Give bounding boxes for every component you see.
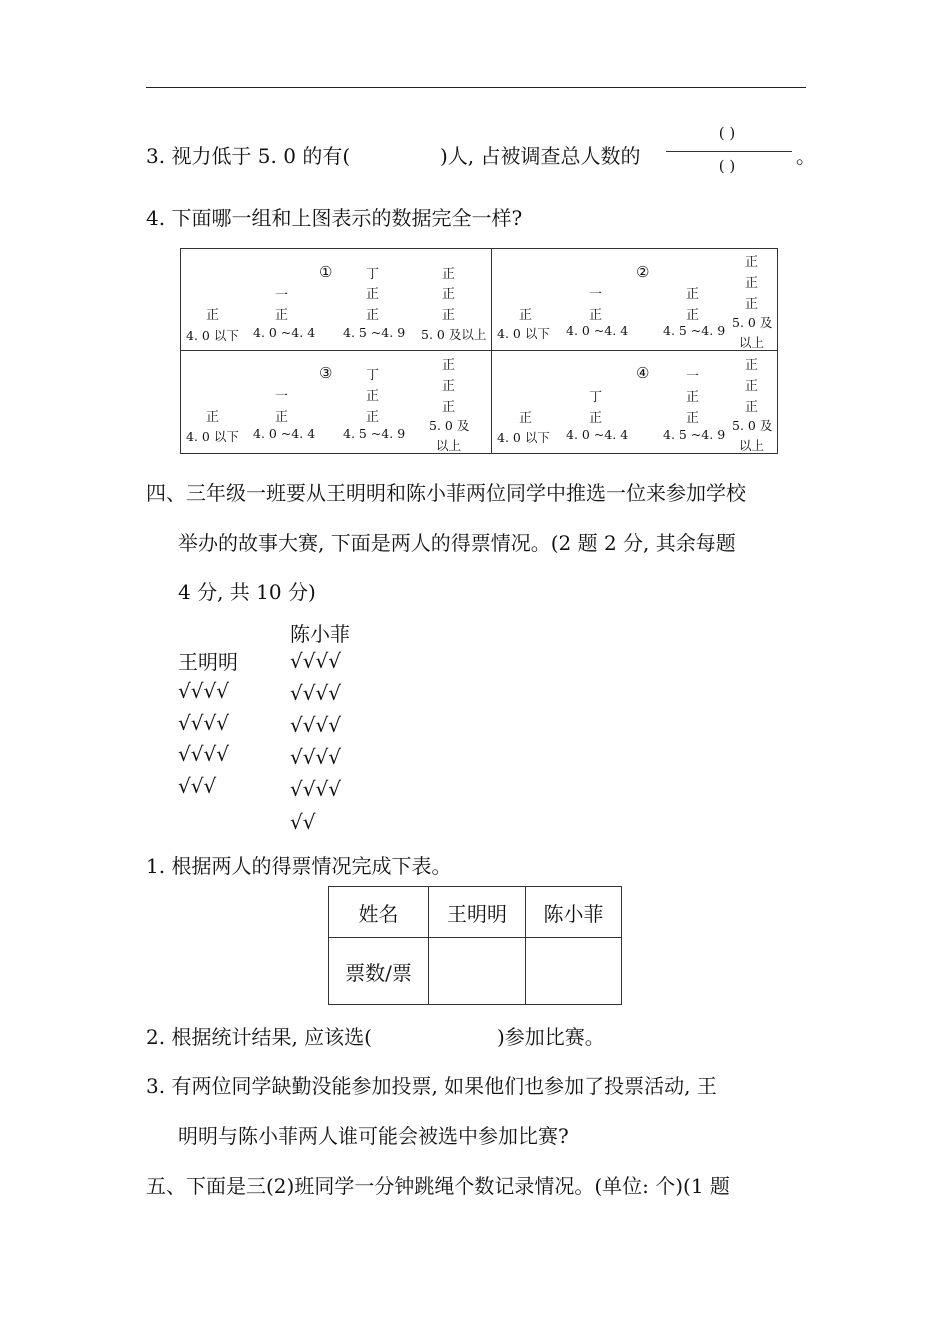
category-label: 4. 0 以下 [497,326,550,341]
candidate-b-name: 陈小菲 [290,622,350,646]
tally-mark: 丁 [589,390,603,405]
section4-q3-line1: 3. 有两位同学缺勤没能参加投票, 如果他们也参加了投票活动, 王 [146,1074,717,1098]
tally-mark: 正 [442,267,456,282]
table-row-label: 票数/票 [329,938,429,1005]
category-label: 4. 0 以下 [186,429,239,444]
vote-row-a: √√√√ [178,742,229,766]
tally-mark: 正 [745,400,759,415]
vote-row-a: √√√√ [178,679,229,703]
vote-row-a: √√√ [178,774,217,798]
tally-mark: 正 [206,308,220,323]
section4-q3-line2: 明明与陈小菲两人谁可能会被选中参加比赛? [178,1124,569,1148]
q3-text-a: 3. 视力低于 5. 0 的有( [146,144,351,168]
tally-mark: 正 [589,308,603,323]
category-label: 4. 5 ~4. 9 [343,325,406,340]
candidate-a-name: 王明明 [178,650,238,674]
section4-line3: 4 分, 共 10 分) [178,580,316,604]
tally-mark: 正 [442,400,456,415]
category-label: 以上 [739,335,765,350]
grid-divider-vertical [491,249,492,453]
tally-mark: 一 [275,288,289,303]
tally-mark: 正 [366,287,380,302]
tally-mark: 正 [745,379,759,394]
tally-mark: 丁 [366,368,380,383]
tally-mark: 正 [519,411,533,426]
table-header-candidate-a: 王明明 [429,887,526,938]
q3-fraction-blank[interactable] [662,124,798,180]
tally-mark: 正 [366,389,380,404]
q3-end: 。 [796,144,816,168]
category-label: 4. 0 ~4. 4 [253,426,316,441]
category-label: 4. 0 ~4. 4 [566,323,629,338]
category-label: 以上 [739,438,765,453]
fraction-bar [666,151,792,152]
category-label: 4. 0 以下 [497,430,550,445]
tally-mark: 正 [275,410,289,425]
grid-divider-horizontal [181,350,777,351]
category-label: 4. 0 以下 [186,328,239,343]
category-label: 5. 0 及 [732,315,773,330]
tally-mark: 正 [686,411,700,426]
tally-options-grid [180,248,778,454]
tally-mark: 正 [686,390,700,405]
table-cell-votes-a[interactable] [429,938,526,1005]
option-label: ④ [636,364,650,382]
section4-q1: 1. 根据两人的得票情况完成下表。 [146,854,452,878]
vote-row-b: √√ [290,810,316,834]
fraction-denominator: ( ) [718,157,736,175]
tally-mark: 正 [442,379,456,394]
tally-mark: 正 [206,410,220,425]
tally-mark: 正 [442,358,456,373]
option-label: ② [636,263,650,281]
tally-mark: 正 [745,297,759,312]
top-rule [146,87,806,88]
category-label: 5. 0 及以上 [421,327,487,342]
category-label: 5. 0 及 [732,418,773,433]
vote-row-b: √√√√ [290,745,341,769]
tally-mark: 正 [519,308,533,323]
section5-line1: 五、下面是三(2)班同学一分钟跳绳个数记录情况。(单位: 个)(1 题 [146,1174,730,1198]
section4-q2-b: )参加比赛。 [497,1025,605,1049]
category-label: 4. 0 ~4. 4 [253,325,316,340]
tally-mark: 正 [275,308,289,323]
fraction-numerator: ( ) [718,124,736,142]
tally-mark: 正 [745,276,759,291]
category-label: 4. 0 ~4. 4 [566,427,629,442]
table-header-candidate-b: 陈小菲 [526,887,622,938]
tally-mark: 正 [745,358,759,373]
q4-text: 4. 下面哪一组和上图表示的数据完全一样? [146,206,523,230]
tally-mark: 一 [275,389,289,404]
category-label: 5. 0 及 [429,418,470,433]
section4-line2: 举办的故事大赛, 下面是两人的得票情况。(2 题 2 分, 其余每题 [178,531,736,555]
table-cell-votes-b[interactable] [526,938,622,1005]
tally-mark: 正 [686,287,700,302]
tally-mark: 正 [745,255,759,270]
vote-row-b: √√√√ [290,681,341,705]
tally-mark: 一 [686,369,700,384]
tally-mark: 一 [589,287,603,302]
table-header-name: 姓名 [329,887,429,938]
vote-count-table [328,886,622,1005]
option-label: ① [319,263,333,281]
tally-mark: 正 [366,308,380,323]
category-label: 4. 5 ~4. 9 [343,426,406,441]
tally-mark: 正 [589,411,603,426]
tally-mark: 正 [686,308,700,323]
tally-mark: 丁 [366,267,380,282]
tally-mark: 正 [442,308,456,323]
category-label: 4. 5 ~4. 9 [663,427,726,442]
q3-text-b: )人, 占被调查总人数的 [440,144,641,168]
vote-row-b: √√√√ [290,649,341,673]
option-label: ③ [319,364,333,382]
vote-row-b: √√√√ [290,777,341,801]
tally-mark: 正 [366,410,380,425]
vote-row-b: √√√√ [290,713,341,737]
vote-row-a: √√√√ [178,711,229,735]
section4-q2-a: 2. 根据统计结果, 应该选( [146,1025,372,1049]
section4-line1: 四、三年级一班要从王明明和陈小菲两位同学中推选一位来参加学校 [146,481,746,505]
tally-mark: 正 [442,287,456,302]
category-label: 以上 [436,438,462,453]
category-label: 4. 5 ~4. 9 [663,323,726,338]
